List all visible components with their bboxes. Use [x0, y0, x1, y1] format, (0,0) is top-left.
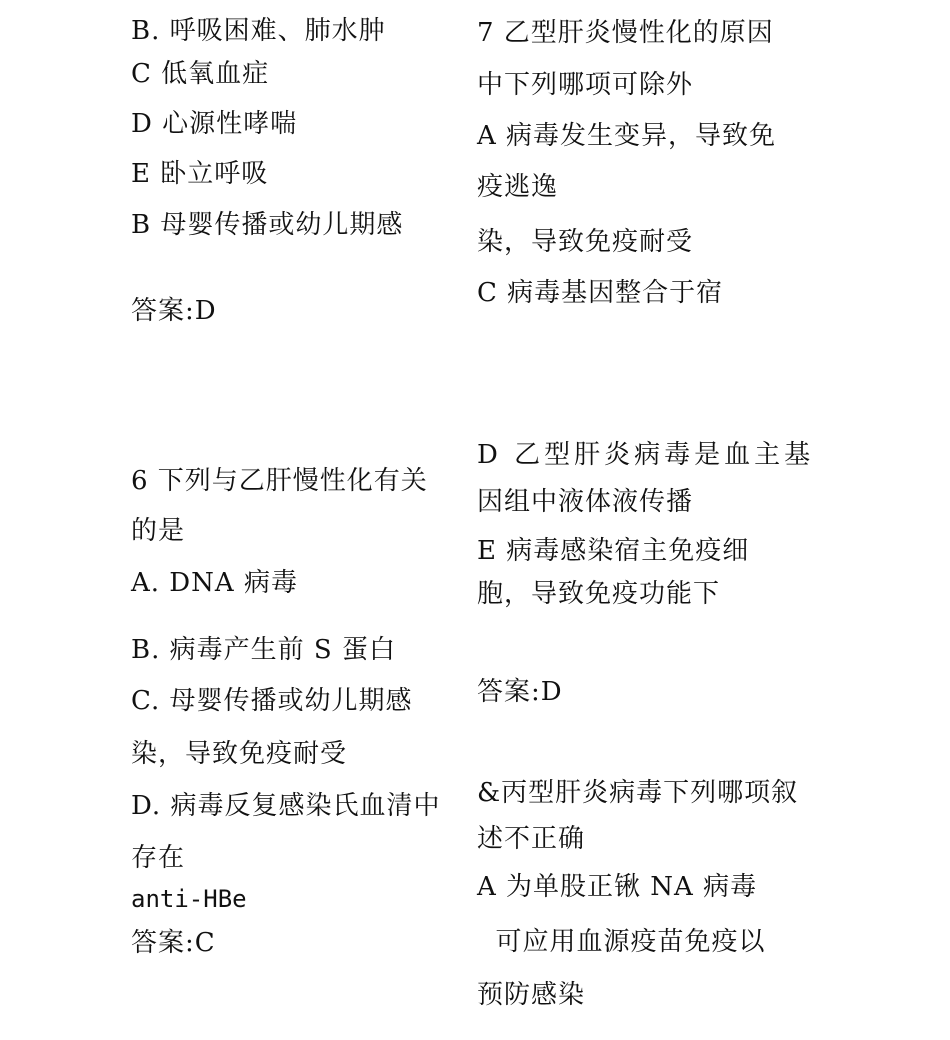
q7-option-a-line-2: 疫逃逸	[477, 172, 559, 202]
q7-option-c: C 病毒基因整合于宿	[477, 278, 724, 308]
q8-option-a: A 为单股正锹 NA 病毒	[477, 872, 758, 902]
q7-option-d-line-1: D 乙型肝炎病毒是血主基	[477, 440, 815, 470]
stray-line: B 母婴传播或幼儿期感	[131, 210, 404, 240]
q5-option-d: D 心源性哮喘	[131, 109, 298, 139]
q7-stem-line-2: 中下列哪项可除外	[477, 70, 694, 100]
q6-option-c-line-1: C. 母婴传播或幼儿期感	[131, 686, 413, 716]
q6-option-b: B. 病毒产生前 S 蛋白	[131, 635, 396, 665]
q6-option-d-line-2: 存在	[131, 843, 186, 873]
q6-option-a: A. DNA 病毒	[131, 568, 298, 598]
q6-stem-line-1: 6 下列与乙肝慢性化有关	[131, 466, 428, 496]
q7-option-e-line-1: E 病毒感染宿主免疫细	[477, 536, 750, 566]
q5-option-c: C 低氧血症	[131, 59, 270, 89]
q7-stem-line-1: 7 乙型肝炎慢性化的原因	[477, 18, 774, 48]
q7-fragment-line: 染，导致免疫耐受	[477, 227, 694, 257]
q6-stem-line-2: 的是	[131, 516, 186, 546]
q6-answer: 答案:C	[131, 928, 216, 958]
q7-option-e-line-2: 胞，导致免疫功能下	[477, 579, 721, 609]
q5-answer: 答案:D	[131, 296, 217, 326]
q5-option-b: B. 呼吸困难、肺水肿	[131, 16, 386, 46]
q8-option-b-line-2: 预防感染	[477, 980, 586, 1010]
q7-answer: 答案:D	[477, 677, 563, 707]
q5-option-e: E 卧立呼吸	[131, 159, 269, 189]
q8-stem-line-2: 述不正确	[477, 824, 586, 854]
q6-option-c-line-2: 染，导致免疫耐受	[131, 739, 348, 769]
q7-option-a-line-1: A 病毒发生变异，导致免	[477, 121, 777, 151]
q6-option-d-line-1: D. 病毒反复感染氏血清中	[131, 791, 441, 821]
q6-option-d-line-3: anti-HBe	[131, 885, 247, 913]
q8-stem-line-1: &丙型肝炎病毒下列哪项叙	[477, 778, 799, 808]
q8-option-b-line-1: 可应用血源疫苗免疫以	[477, 927, 766, 957]
q7-option-d-line-2: 因组中液体液传播	[477, 487, 694, 517]
